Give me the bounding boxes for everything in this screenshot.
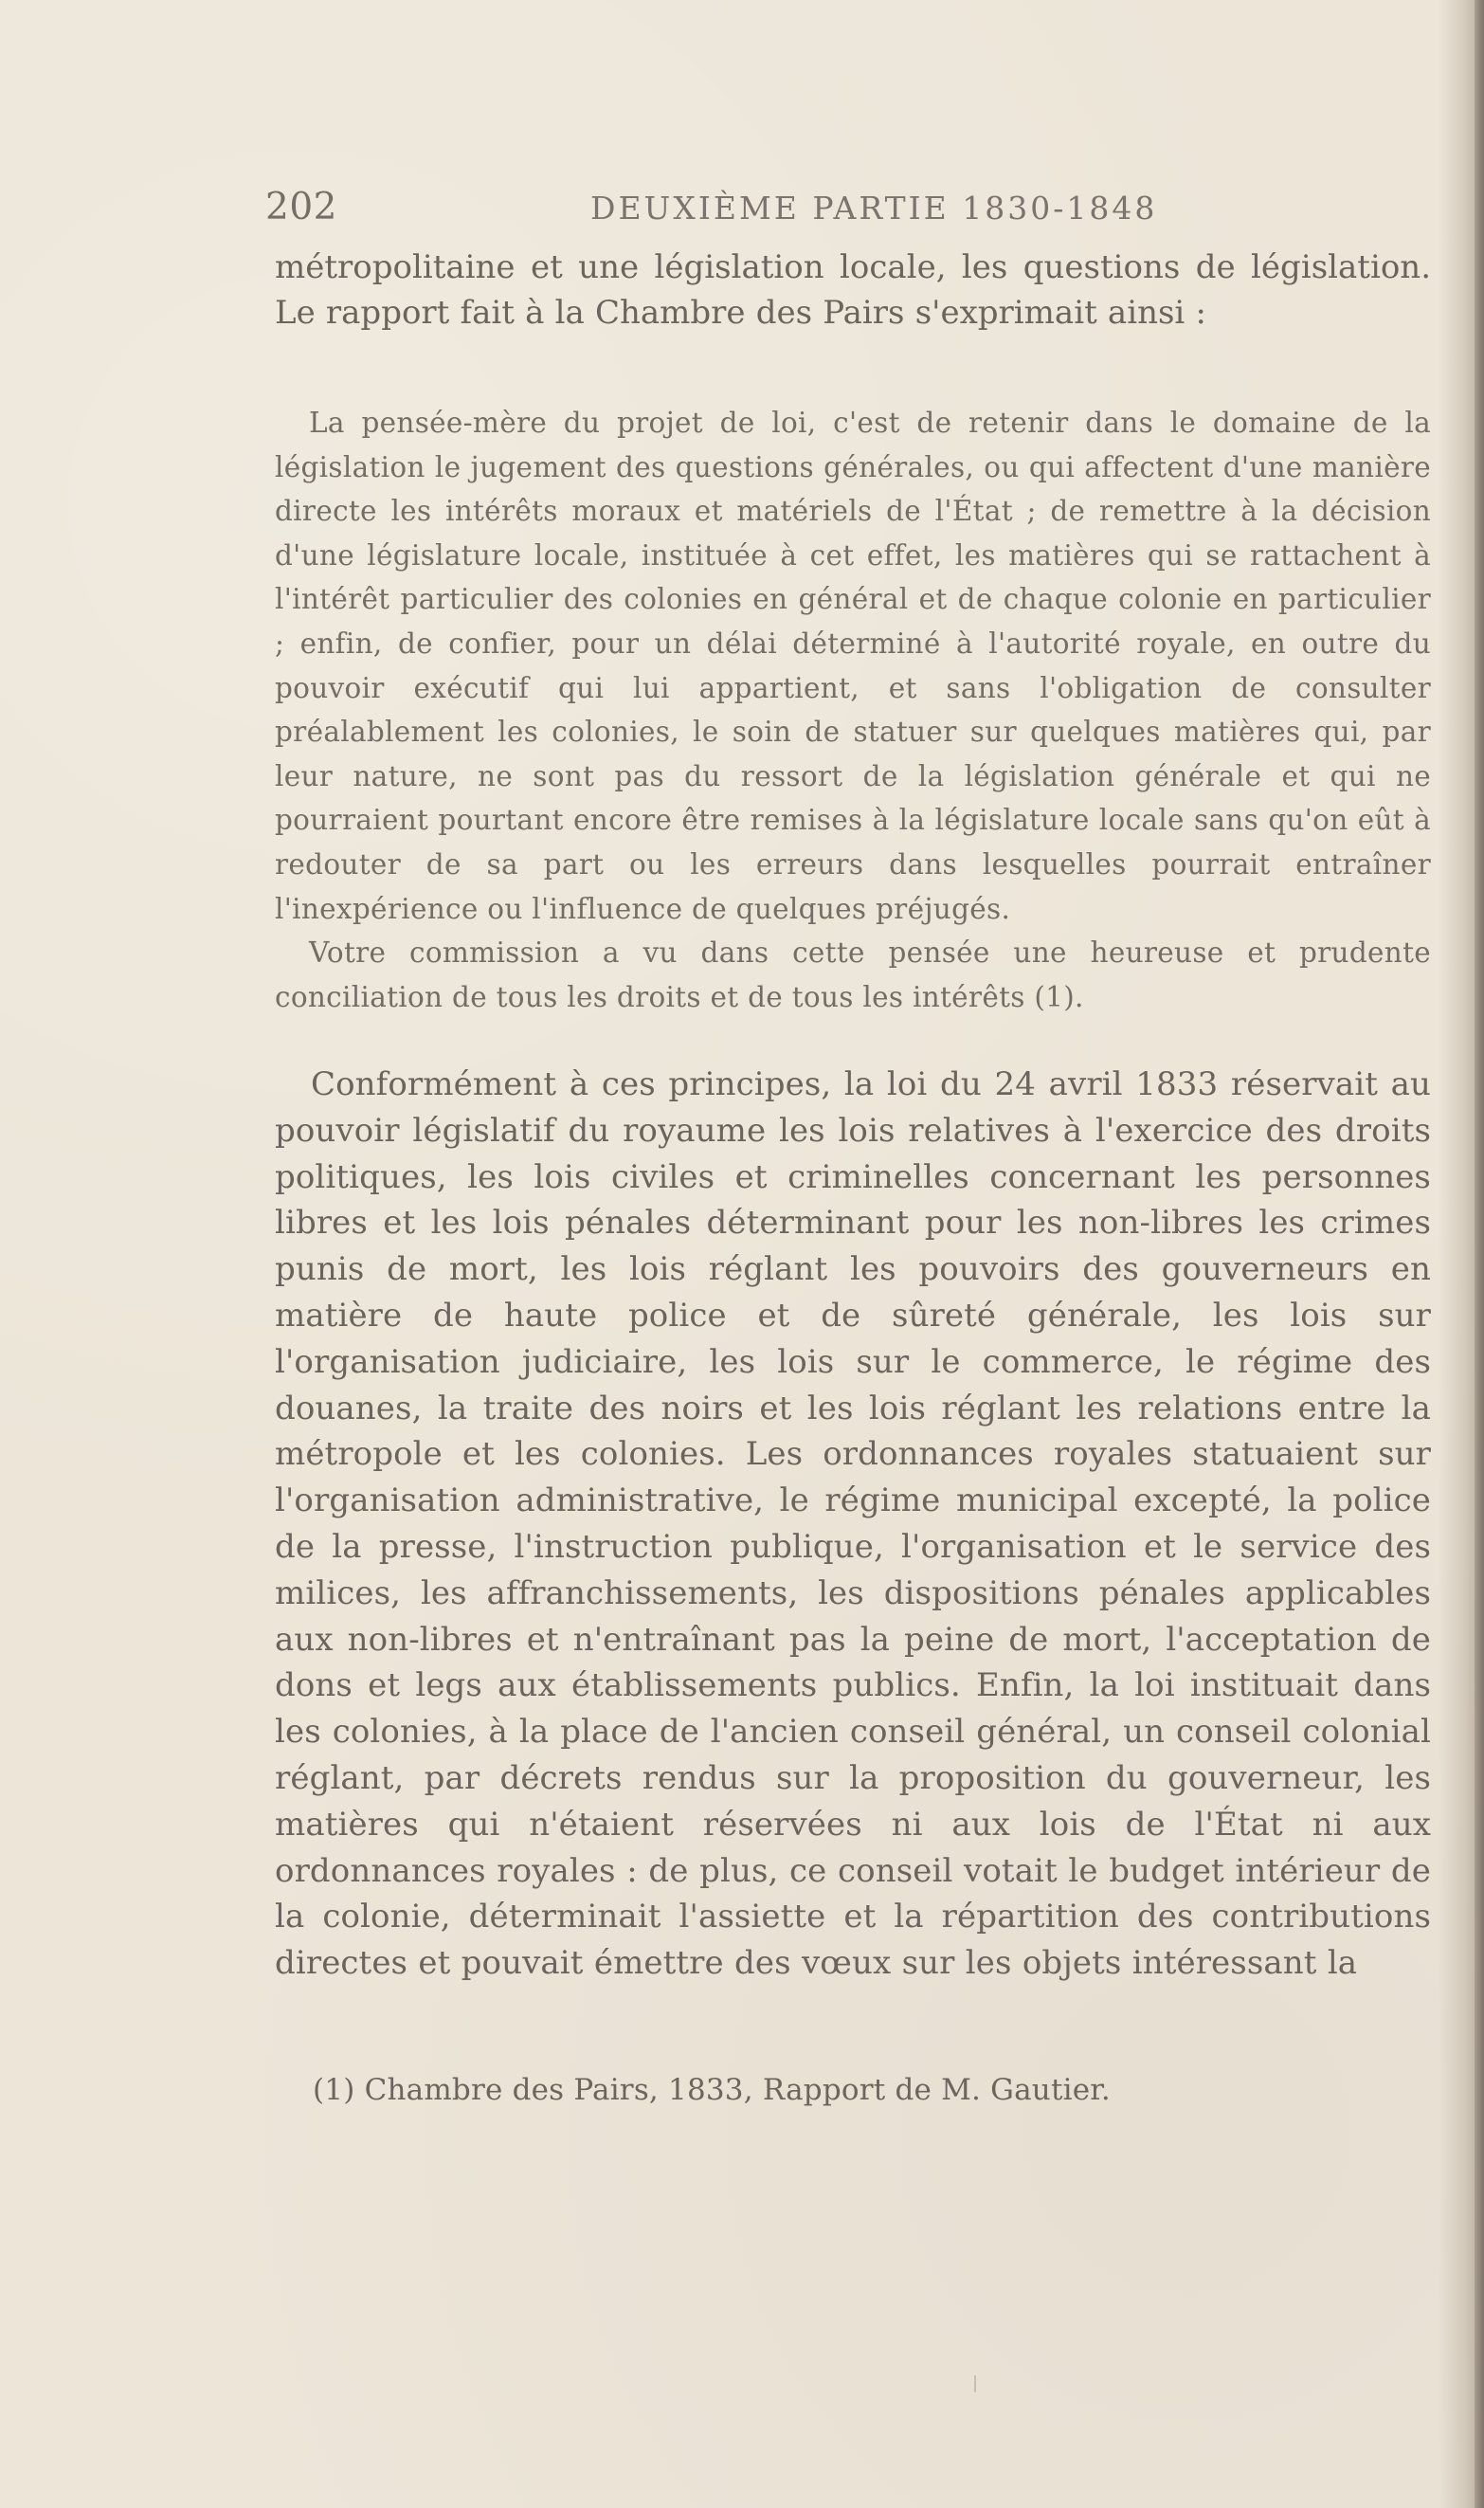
page-header <box>265 186 1436 243</box>
opening-paragraph: métropolitaine et une législation locale, les questions de législation. Le rapport fait à la Chambre des Pairs s'exprimait ainsi : <box>275 248 1431 332</box>
running-title: DEUXIÈME PARTIE 1830-1848 <box>590 190 1158 227</box>
main-paragraph: Conformément à ces principes, la loi du 24 avril 1833 réservait au pouvoir législatif du royaume les lois relatives à l'exercice des droits politiques, les lois civiles et criminelles concernant les personnes libres et les lois pénales déterminant pour les non-libres les crimes punis de mort, les lois réglant les pouvoirs des gouverneurs en matière de haute police et de sûreté générale, les lois sur l'organisation judiciaire, les lois sur le commerce, le régime des douanes, la traite des noirs et les lois réglant les relations entre la métropole et les colonies. Les ordonnances royales statuaient sur l'organisation administrative, le régime municipal excepté, la police de la presse, l'instruction publique, l'organisation et le service des milices, les affranchissements, les dispositions pénales applicables aux non-libres et n'entraînant pas la peine de mort, l'acceptation de dons et legs aux établissements publics. Enfin, la loi instituait dans les colonies, à la place de l'ancien conseil général, un conseil colonial réglant, par décrets rendus sur la proposition du gouverneur, les matières qui n'étaient réservées ni aux lois de l'État ni aux ordonnances royales : de plus, ce conseil votait le budget intérieur de la colonie, déterminait l'assiette et la répartition des contributions directes et pouvait émettre des vœux sur les objets intéressant la <box>275 1065 1431 1983</box>
footnote: (1) Chambre des Pairs, 1833, Rapport de M. Gautier. <box>313 2073 1111 2107</box>
book-spine <box>1475 0 1484 2508</box>
quoted-report <box>275 401 1431 1019</box>
quote-paragraph-2: Votre commission a vu dans cette pensée une heureuse et prudente conciliation de tous les droits et de tous les intérêts (1). <box>275 936 1431 1013</box>
paper-mark <box>974 2375 976 2392</box>
page-number: 202 <box>265 186 337 228</box>
quote-paragraph-1: La pensée-mère du projet de loi, c'est de retenir dans le domaine de la législation le jugement des questions générales, ou qui affectent d'une manière directe les intérêts moraux et matériels de l'État ; de remettre à la décision d'une législature locale, instituée à cet effet, les matières qui se rattachent à l'intérêt particulier des colonies en général et de chaque colonie en particulier ; enfin, de confier, pour un délai déterminé à l'autorité royale, en outre du pouvoir exécutif qui lui appartient, et sans l'obligation de consulter préalablement les colonies, le soin de statuer sur quelques matières qui, par leur nature, ne sont pas du ressort de la législation générale et qui ne pourraient pourtant encore être remises à la législature locale sans qu'on eût à redouter de sa part ou les erreurs dans lesquelles pourrait entraîner l'inexpérience ou l'influence de quelques préjugés. <box>275 407 1431 925</box>
